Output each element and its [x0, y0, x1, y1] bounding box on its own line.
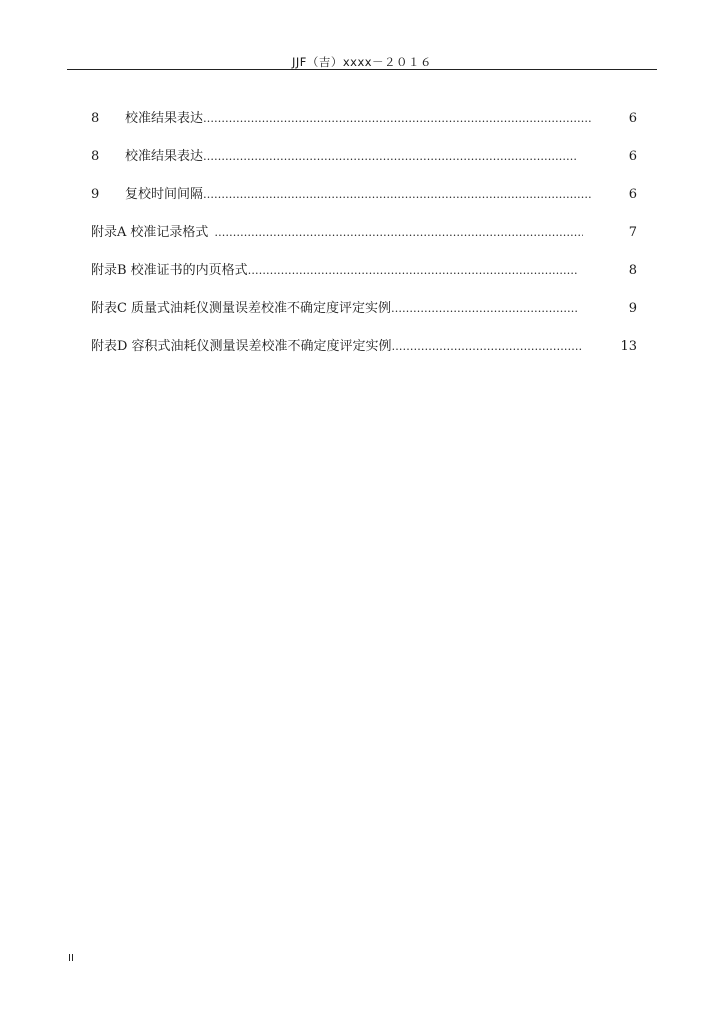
toc-entry-title: 校准结果表达	[125, 111, 204, 126]
toc-entry[interactable]	[91, 107, 637, 145]
table-of-contents	[91, 107, 637, 373]
toc-entry-number: 8	[91, 111, 100, 126]
toc-leader-dots	[203, 112, 591, 125]
toc-entry-title: 校准证书的内页格式	[130, 263, 248, 278]
toc-entry-number: 附录A	[91, 225, 127, 240]
toc-entry[interactable]	[91, 259, 637, 297]
toc-entry-page: 6	[628, 187, 637, 202]
toc-entry[interactable]	[91, 145, 637, 183]
toc-entry[interactable]	[91, 221, 637, 259]
toc-entry-title: 复校时间间隔	[125, 187, 204, 202]
toc-leader-dots	[391, 340, 583, 353]
toc-entry-title: 容积式油耗仪测量误差校准不确定度评定实例	[131, 339, 392, 354]
toc-entry[interactable]	[91, 183, 637, 221]
toc-leader-dots	[391, 302, 577, 315]
toc-entry-number: 附录B	[91, 263, 127, 278]
toc-entry-page: 6	[628, 111, 637, 126]
toc-entry-title: 校准结果表达	[125, 149, 204, 164]
toc-entry-page: 13	[620, 339, 637, 354]
toc-entry-page: 8	[628, 263, 637, 278]
header-title: JJF（吉）xxxx－２０１６	[291, 55, 433, 69]
toc-leader-dots	[203, 188, 591, 201]
toc-leader-dots	[203, 150, 577, 163]
toc-entry[interactable]	[91, 335, 637, 373]
toc-leader-dots	[214, 226, 583, 239]
toc-entry-title: 质量式油耗仪测量误差校准不确定度评定实例	[130, 301, 391, 316]
toc-entry-number: 附表D	[91, 339, 128, 354]
toc-entry-title: 校准记录格式	[130, 225, 209, 240]
toc-entry[interactable]	[91, 297, 637, 335]
toc-entry-page: 7	[628, 225, 637, 240]
header-divider	[67, 69, 657, 70]
toc-entry-number: 附表C	[91, 301, 127, 316]
toc-entry-number: 9	[91, 187, 100, 202]
toc-entry-page: 6	[628, 149, 637, 164]
page-number-footer: II	[68, 953, 74, 964]
toc-entry-page: 9	[628, 301, 637, 316]
toc-entry-number: 8	[91, 149, 100, 164]
toc-leader-dots	[248, 264, 577, 277]
